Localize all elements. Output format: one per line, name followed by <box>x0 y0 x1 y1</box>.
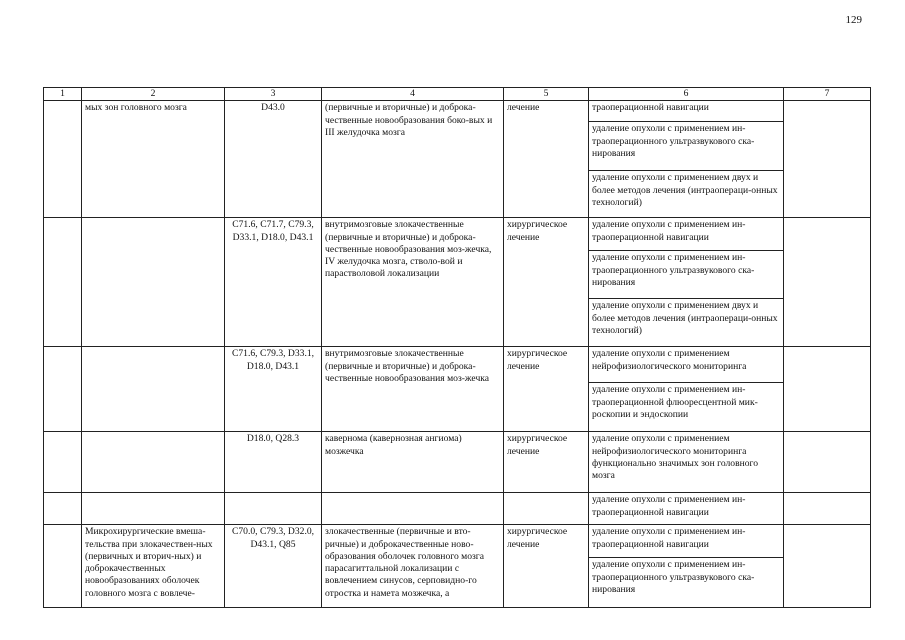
cell-intervention-type: Микрохирургические вмеша-тельства при злокачествен-ных (первичных и вторич-ных) и доброкачественных новообразованиях оболочек головного мозга с вовлече- <box>82 525 225 608</box>
cell-model <box>322 493 504 525</box>
cell-intervention-type <box>82 218 225 347</box>
cell-cost <box>784 493 871 525</box>
table-row <box>44 218 871 251</box>
cell-treatment-type: хирургическое лечение <box>504 218 589 347</box>
column-number: 4 <box>322 88 504 101</box>
column-number: 2 <box>82 88 225 101</box>
table-row <box>44 101 871 122</box>
cell-icd-codes: C71.6, C79.3, D33.1, D18.0, D43.1 <box>225 347 322 432</box>
cell-icd-codes <box>225 493 322 525</box>
cell-method: удаление опухоли с применением ин-траоперационного ультразвукового ска-нирования <box>589 122 784 171</box>
cell-treatment-type <box>504 493 589 525</box>
page-number: 129 <box>845 14 862 26</box>
cell-intervention-type: мых зон головного мозга <box>82 101 225 218</box>
cell-cost <box>784 525 871 608</box>
cell-icd-codes: C71.6, C71.7, C79.3, D33.1, D18.0, D43.1 <box>225 218 322 347</box>
cell-number <box>44 218 82 347</box>
cell-icd-codes: D18.0, Q28.3 <box>225 432 322 493</box>
cell-intervention-type <box>82 432 225 493</box>
cell-icd-codes: C70.0, C79.3, D32.0, D43.1, Q85 <box>225 525 322 608</box>
column-number: 1 <box>44 88 82 101</box>
cell-model: (первичные и вторичные) и доброка-чественные новообразования боко-вых и III желудочка мозга <box>322 101 504 218</box>
cell-cost <box>784 101 871 218</box>
cell-treatment-type: хирургическое лечение <box>504 525 589 608</box>
cell-number <box>44 493 82 525</box>
column-number-row <box>44 88 871 101</box>
cell-method: удаление опухоли с применением ин-траоперационной флюоресцентной мик-роскопии и эндоскопии <box>589 383 784 432</box>
column-number: 7 <box>784 88 871 101</box>
cell-number <box>44 347 82 432</box>
cell-intervention-type <box>82 493 225 525</box>
cell-method: удаление опухоли с применением ин-траоперационного ультразвукового ска-нирования <box>589 558 784 608</box>
cell-method: удаление опухоли с применением нейрофизиологического мониторинга функционально значимых зон головного мозга <box>589 432 784 493</box>
column-number: 6 <box>589 88 784 101</box>
cell-method: удаление опухоли с применением двух и более методов лечения (интраопераци-онных технологий) <box>589 171 784 218</box>
cell-treatment-type: хирургическое лечение <box>504 347 589 432</box>
table-row <box>44 347 871 383</box>
cell-method: траоперационной навигации <box>589 101 784 122</box>
table-row <box>44 432 871 493</box>
cell-model: злокачественные (первичные и вто-ричные) и доброкачественные ново-образования оболочек головного мозга парасагиттальной локализации с вовлечением синусов, серповидно-го отростка и намета мозжечка, а <box>322 525 504 608</box>
cell-method: удаление опухоли с применением ин-траоперационной навигации <box>589 525 784 558</box>
cell-method: удаление опухоли с применением ин-траоперационного ультразвукового ска-нирования <box>589 251 784 299</box>
table-row <box>44 525 871 558</box>
cell-model: внутримозговые злокачественные (первичные и вторичные) и доброка-чественные новообразования моз-жечка <box>322 347 504 432</box>
cell-method: удаление опухоли с применением нейрофизиологического мониторинга <box>589 347 784 383</box>
cell-intervention-type <box>82 347 225 432</box>
medical-care-table <box>43 87 871 608</box>
column-number: 5 <box>504 88 589 101</box>
cell-model: внутримозговые злокачественные (первичные и вторичные) и доброка-чественные новообразования моз-жечка, IV желудочка мозга, стволо-вой и парастволовой локализации <box>322 218 504 347</box>
cell-icd-codes: D43.0 <box>225 101 322 218</box>
cell-treatment-type: хирургическое лечение <box>504 432 589 493</box>
cell-treatment-type: лечение <box>504 101 589 218</box>
cell-cost <box>784 347 871 432</box>
cell-method: удаление опухоли с применением ин-траоперационной навигации <box>589 493 784 525</box>
cell-number <box>44 525 82 608</box>
cell-number <box>44 101 82 218</box>
table-row <box>44 493 871 525</box>
column-number: 3 <box>225 88 322 101</box>
cell-method: удаление опухоли с применением двух и более методов лечения (интраопераци-онных технологий) <box>589 299 784 347</box>
cell-method: удаление опухоли с применением ин-траоперационной навигации <box>589 218 784 251</box>
cell-model: кавернома (кавернозная ангиома) мозжечка <box>322 432 504 493</box>
cell-cost <box>784 218 871 347</box>
cell-cost <box>784 432 871 493</box>
cell-number <box>44 432 82 493</box>
